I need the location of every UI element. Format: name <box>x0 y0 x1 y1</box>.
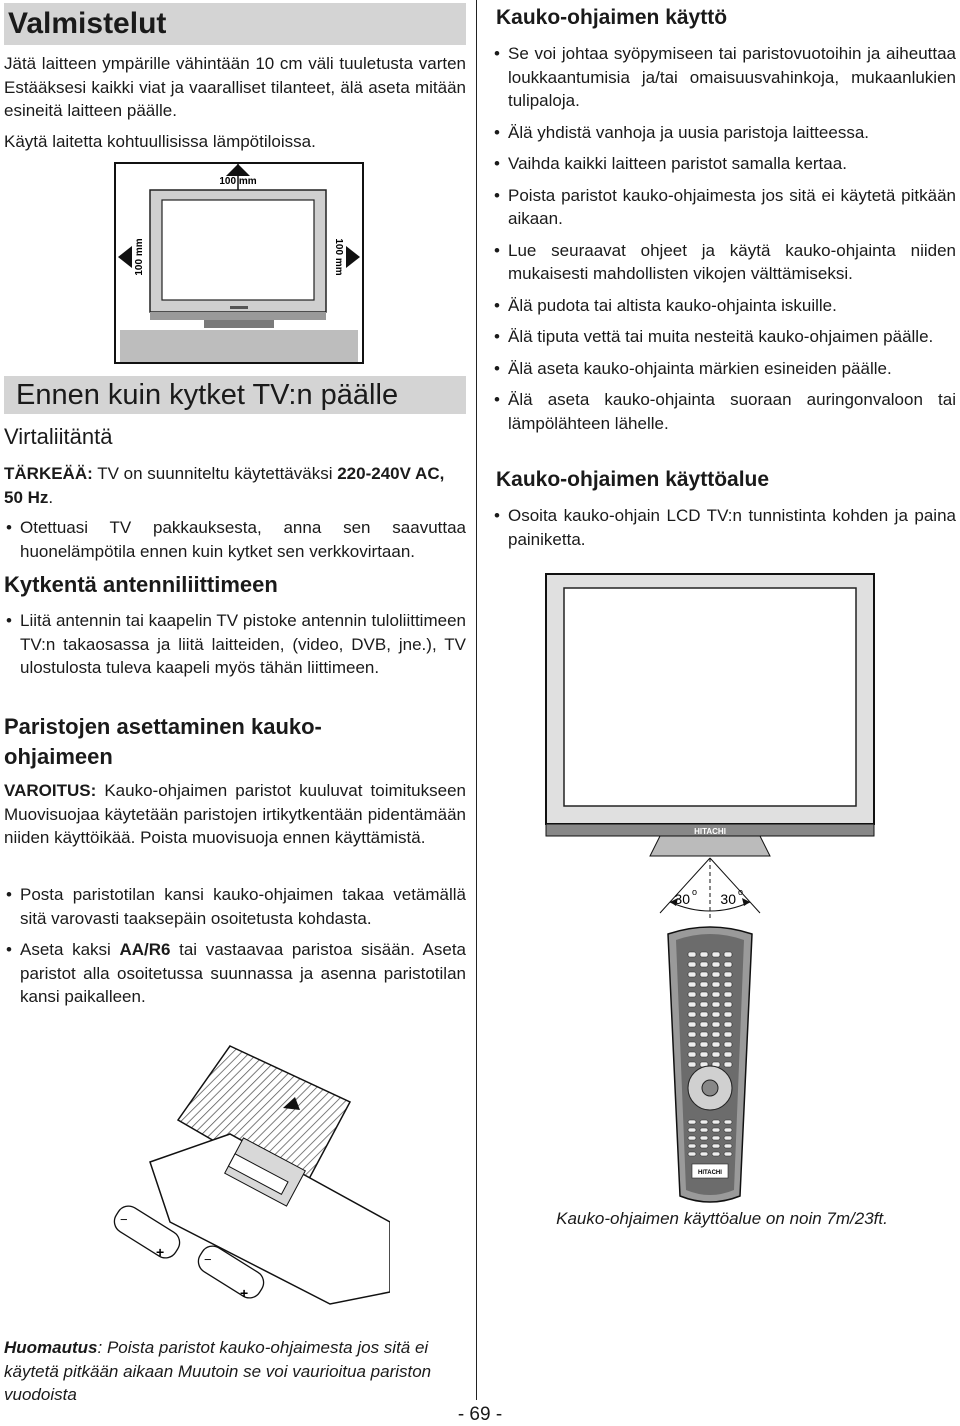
remote-button <box>700 992 708 997</box>
remote-button <box>688 962 696 967</box>
remote-button <box>724 972 732 977</box>
remote-button <box>688 992 696 997</box>
remote-button <box>724 1002 732 1007</box>
remote-button <box>688 1032 696 1037</box>
remote-button <box>700 1136 708 1140</box>
angle-left-label: 30 <box>674 891 690 907</box>
remote-button <box>724 1052 732 1057</box>
left-column <box>4 0 466 1404</box>
list-item: • Älä aseta kauko-ohjainta märkien esineiden päälle. <box>492 357 956 381</box>
remote-button <box>724 1144 732 1148</box>
list-item: • Älä yhdistä vanhoja ja uusia paristoja laitteessa. <box>492 121 956 145</box>
battery-insertion-figure <box>90 1042 390 1322</box>
angle-right-label: 30 <box>720 891 736 907</box>
remote-button <box>688 1022 696 1027</box>
remote-button <box>700 1012 708 1017</box>
remote-brand-label: HITACHI <box>698 1170 722 1176</box>
remote-control <box>668 927 752 1202</box>
remote-button <box>712 952 720 957</box>
remote-button <box>724 1120 732 1124</box>
note-label: Huomautus <box>4 1338 98 1357</box>
list-item: • Älä tiputa vettä tai muita nesteitä kauko-ohjaimen päälle. <box>492 325 956 349</box>
list-item: • Älä aseta kauko-ohjainta suoraan auringonvaloon tai lämpölähteen lähelle. <box>492 388 956 435</box>
list-item: • Se voi johtaa syöpymiseen tai paristovuotoihin ja aiheuttaa loukkaantumisia ja/tai omaisuusvahinkoja, mukaanlukien tulipaloja. <box>492 42 956 113</box>
section-title-ennen: Ennen kuin kytket TV:n päälle <box>4 376 466 414</box>
remote-button <box>724 962 732 967</box>
remote-button <box>700 1022 708 1027</box>
remote-button <box>724 1062 732 1067</box>
remote-button <box>688 1144 696 1148</box>
list-item: • Posta paristotilan kansi kauko-ohjaimen takaa vetämällä sitä varovasti taaksepäin osoitetusta kohdasta. <box>4 883 466 930</box>
remote-button <box>724 1022 732 1027</box>
batteries-title-line-2: ohjaimeen <box>4 744 113 769</box>
bullet2-pre: Aseta kaksi <box>20 940 120 959</box>
remote-button <box>712 1002 720 1007</box>
remote-button <box>724 952 732 957</box>
remote-button <box>700 1032 708 1037</box>
battery-warning <box>4 779 466 850</box>
remote-button <box>712 1052 720 1057</box>
valmistelut-paragraph-2: Käytä laitetta kohtuullisissa lämpötiloissa. <box>4 132 316 151</box>
list-item <box>4 938 466 1009</box>
list-item: • Liitä antennin tai kaapelin TV pistoke antennin tuloliittimeen TV:n takaosassa ja liitä laitteiden, (video, DVB, jne.), TV ulostulosta tuleva kaapeli myös tähän liittimeen. <box>4 609 466 680</box>
section-title-valmistelut: Valmistelut <box>4 3 466 45</box>
remote-button <box>712 1012 720 1017</box>
remote-button <box>688 1136 696 1140</box>
important-text: TV on suunniteltu käytettäväksi <box>92 464 338 483</box>
remote-range-figure <box>540 568 880 1208</box>
remote-button <box>688 1042 696 1047</box>
section-title-usage: Kauko-ohjaimen käyttö <box>496 6 728 29</box>
remote-button <box>688 982 696 987</box>
remote-button <box>712 962 720 967</box>
remote-button <box>712 1136 720 1140</box>
remote-button <box>724 1136 732 1140</box>
important-end: . <box>48 487 54 507</box>
note-text: : Poista paristot kauko-ohjaimesta jos sitä ei käytetä pitkään aikaan Muutoin se voi vaurioitua pariston vuodoista <box>4 1338 432 1404</box>
remote-button <box>700 1120 708 1124</box>
remote-button <box>700 952 708 957</box>
remote-button <box>688 952 696 957</box>
remote-button <box>724 1128 732 1132</box>
remote-button <box>700 1002 708 1007</box>
remote-button <box>712 1120 720 1124</box>
range-bullet-list <box>492 504 956 551</box>
remote-button <box>724 1042 732 1047</box>
valmistelut-paragraph-1: Jätä laitteen ympärille vähintään 10 cm väli tuuletusta varten Estääksesi kaikki viat ja vaaralliset tilanteet, älä aseta mitään esineitä laitteen päälle. <box>4 54 466 120</box>
remote-button <box>688 1120 696 1124</box>
remote-button <box>700 962 708 967</box>
remote-button <box>712 972 720 977</box>
bullet2-post: tai vastaavaa paristoa sisään. Aseta paristot alla osoitetussa suunnassa ja asenna paristotilan kansi paikalleen. <box>20 940 466 1006</box>
important-note <box>4 462 466 509</box>
remote-button <box>700 1052 708 1057</box>
warning-label: VAROITUS: <box>4 781 97 800</box>
warning-text: Kauko-ohjaimen paristot kuuluvat toimitukseen Muovisuojaa käytetään paristojen irtikytkentään pidentämään niiden käyttöikää. Poista muovisuoja ennen käyttämistä. <box>4 781 466 847</box>
remote-button <box>712 1128 720 1132</box>
antenna-bullet-list <box>4 609 466 680</box>
remote-button <box>688 1002 696 1007</box>
battery-bullet-list <box>4 883 466 1009</box>
remote-button <box>724 992 732 997</box>
remote-button <box>724 982 732 987</box>
tv-brand-label: HITACHI <box>694 827 726 836</box>
tv-clearance-figure <box>114 162 364 366</box>
battery-type: AA/R6 <box>119 940 171 959</box>
remote-button <box>688 1062 696 1067</box>
note-paragraph <box>4 1336 466 1407</box>
section-title-antenna: Kytkentä antenniliittimeen <box>4 572 278 597</box>
clearance-left-label: 100 mm <box>134 238 145 276</box>
column-divider <box>476 0 477 1400</box>
section-title-range: Kauko-ohjaimen käyttöalue <box>496 468 770 491</box>
remote-button <box>688 1052 696 1057</box>
remote-button <box>712 1152 720 1156</box>
list-item: • Osoita kauko-ohjain LCD TV:n tunnistinta kohden ja paina painiketta. <box>492 504 956 551</box>
minus-sign: − <box>120 1212 128 1227</box>
remote-button <box>712 992 720 997</box>
remote-button <box>700 1128 708 1132</box>
minus-sign: − <box>204 1252 212 1267</box>
remote-button <box>688 1152 696 1156</box>
list-item: • Lue seuraavat ohjeet ja käytä kauko-ohjainta niiden mukaisesti mahdollisten vikojen välttämiseksi. <box>492 239 956 286</box>
remote-button <box>724 1012 732 1017</box>
remote-button <box>712 982 720 987</box>
remote-button <box>700 1042 708 1047</box>
remote-button <box>712 1032 720 1037</box>
remote-button <box>700 1144 708 1148</box>
remote-button <box>688 1128 696 1132</box>
ennen-bullet-list <box>4 516 466 563</box>
remote-button <box>712 1144 720 1148</box>
angle-right-degree: o <box>738 887 744 897</box>
voltage-value: 220-240V AC, 50 Hz <box>4 464 445 507</box>
remote-button <box>700 982 708 987</box>
usage-bullet-list <box>492 42 956 435</box>
subtitle-virtaliitanta: Virtaliitäntä <box>4 424 113 449</box>
range-caption: Kauko-ohjaimen käyttöalue on noin 7m/23ft. <box>556 1209 888 1228</box>
plus-sign: + <box>156 1244 165 1260</box>
remote-button <box>712 1022 720 1027</box>
list-item: • Poista paristot kauko-ohjaimesta jos sitä ei käytetä pitkään aikaan. <box>492 184 956 231</box>
remote-button <box>724 1152 732 1156</box>
remote-button <box>700 972 708 977</box>
plus-sign: + <box>240 1285 249 1301</box>
remote-button <box>700 1152 708 1156</box>
remote-button <box>712 1042 720 1047</box>
clearance-top-label: 100 mm <box>219 176 257 187</box>
remote-button <box>688 1012 696 1017</box>
list-item: • Vaihda kaikki laitteen paristot samalla kertaa. <box>492 152 956 176</box>
section-title-batteries <box>4 712 322 772</box>
list-item: • Älä pudota tai altista kauko-ohjainta iskuille. <box>492 294 956 318</box>
remote-button <box>724 1032 732 1037</box>
important-label: TÄRKEÄÄ: <box>4 464 93 483</box>
batteries-title-line-1: Paristojen asettaminen kauko- <box>4 714 322 739</box>
page-number: - 69 - <box>457 1404 503 1425</box>
angle-left-degree: o <box>692 887 698 897</box>
remote-button <box>688 972 696 977</box>
clearance-right-label: 100 mm <box>333 238 344 276</box>
list-item: • Otettuasi TV pakkauksesta, anna sen saavuttaa huonelämpötila ennen kuin kytket sen verkkovirtaan. <box>4 516 466 563</box>
